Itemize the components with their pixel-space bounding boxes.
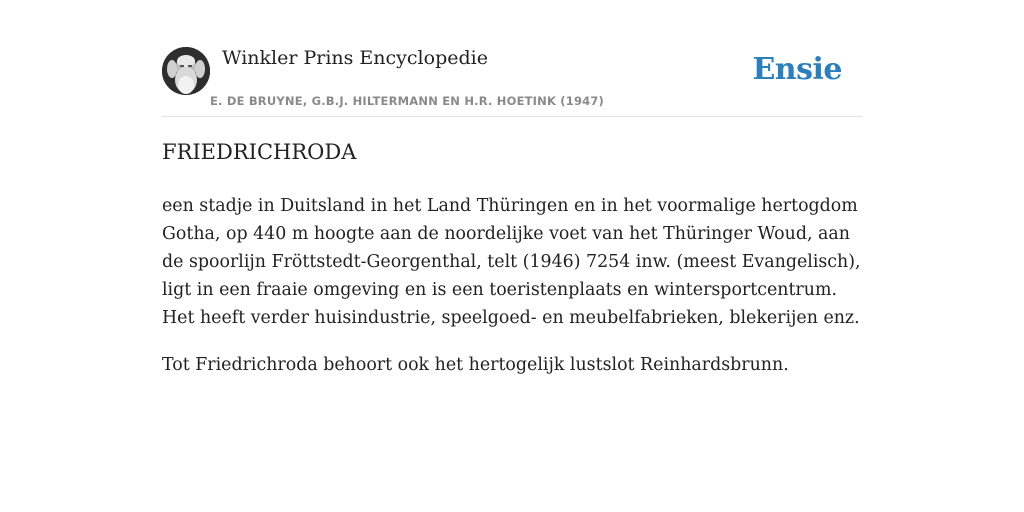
entry-body — [162, 192, 862, 398]
source-title[interactable]: Winkler Prins Encyclopedie — [222, 47, 488, 69]
entry-paragraph: een stadje in Duitsland in het Land Thüringen en in het voormalige hertogdom Gotha, op 440 m hoogte aan de noordelijke voet van het Thüringer Woud, aan de spoorlijn Fröttstedt-Georgenthal, telt (1946) 7254 inw. (meest Evangelisch), ligt in een fraaie omgeving en is een toeristenplaats en wintersportcentrum. Het heeft verder huisindustrie, speelgoed- en meubelfabrieken, blekerijen enz. — [162, 196, 861, 328]
entry-title: FRIEDRICHRODA — [162, 140, 357, 164]
source-authors: E. DE BRUYNE, G.B.J. HILTERMANN EN H.R. HOETINK (1947) — [210, 94, 605, 108]
author-avatar[interactable] — [162, 47, 210, 95]
entry-paragraph: Tot Friedrichroda behoort ook het hertogelijk lustslot Reinhardsbrunn. — [162, 355, 789, 375]
ensie-logo-link[interactable]: Ensie — [752, 52, 842, 87]
bearded-man-portrait-icon — [162, 47, 210, 95]
source-header — [162, 44, 862, 117]
